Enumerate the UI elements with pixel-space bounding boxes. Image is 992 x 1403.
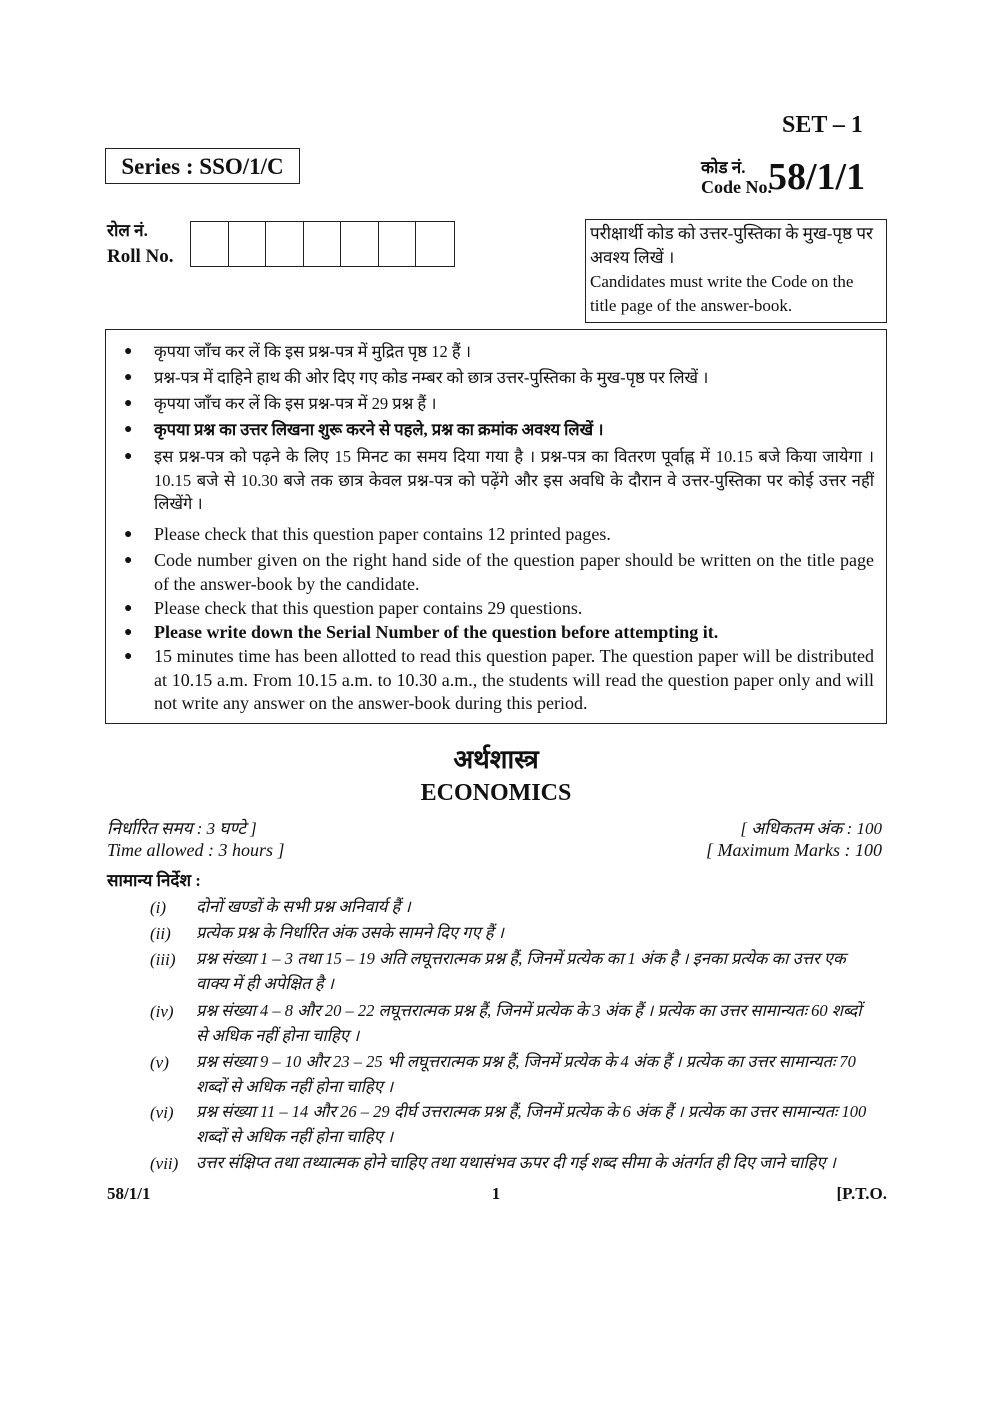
- roll-number-cell[interactable]: [341, 222, 379, 266]
- roll-label-hindi: रोल नं.: [107, 221, 148, 240]
- general-item-text: प्रश्न संख्या 11 – 14 और 26 – 29 दीर्घ उत्तरात्मक प्रश्न हैं, जिनमें प्रत्येक के 6 अंक हैं । प्रत्येक का उत्तर सामान्यतः 100 शब्दों से अधिक नहीं होना चाहिए ।: [196, 1102, 867, 1146]
- general-item-text: दोनों खण्डों के सभी प्रश्न अनिवार्य हैं ।: [196, 897, 411, 916]
- set-label: SET – 1: [782, 112, 863, 138]
- series-label: Series : SSO/1/C: [105, 148, 300, 184]
- general-item-text: प्रश्न संख्या 4 – 8 और 20 – 22 लघूत्तरात्मक प्रश्न हैं, जिनमें प्रत्येक के 3 अंक हैं । प्रत्येक का उत्तर सामान्यतः 60 शब्दों से अधिक नहीं होना चाहिए ।: [196, 1001, 862, 1045]
- roll-number-cell[interactable]: [191, 222, 229, 266]
- subject-title-english: ECONOMICS: [420, 780, 572, 806]
- general-item-number: (iv): [150, 1002, 174, 1021]
- roll-number-cell[interactable]: [304, 222, 342, 266]
- instruction-item: कृपया जाँच कर लें कि इस प्रश्न-पत्र में मुद्रित पृष्ठ 12 हैं ।: [154, 342, 471, 361]
- roll-label-english: Roll No.: [107, 246, 174, 267]
- footer-code: 58/1/1: [107, 1184, 151, 1203]
- general-item-number: (i): [150, 898, 167, 917]
- instruction-item: Please check that this question paper contains 29 questions.: [154, 598, 583, 618]
- instructions-box: [105, 329, 887, 724]
- code-label-english: Code No.: [701, 177, 772, 197]
- bullet-icon: ●: [124, 370, 133, 385]
- roll-number-cell[interactable]: [229, 222, 267, 266]
- time-allowed-english: Time allowed : 3 hours ]: [107, 840, 285, 860]
- subject-title-hindi: अर्थशास्त्र: [453, 745, 539, 774]
- code-note-box: [585, 219, 887, 323]
- bullet-icon: ●: [124, 344, 133, 359]
- general-instructions-heading: सामान्य निर्देश :: [107, 871, 201, 890]
- bullet-icon: ●: [124, 527, 133, 542]
- general-item-text: प्रश्न संख्या 1 – 3 तथा 15 – 19 अति लघूत्तरात्मक प्रश्न हैं, जिनमें प्रत्येक का 1 अंक है । इनका प्रत्येक का उत्तर एक वाक्य में ही अपेक्षित है ।: [196, 949, 846, 993]
- bullet-icon: ●: [124, 396, 133, 411]
- general-item-number: (ii): [150, 924, 171, 943]
- code-note-english: Candidates must write the Code on the title page of the answer-book.: [590, 272, 854, 315]
- code-number: 58/1/1: [768, 156, 866, 198]
- bullet-icon: ●: [124, 449, 133, 464]
- roll-number-boxes[interactable]: [190, 221, 455, 267]
- instruction-item: Please check that this question paper contains 12 printed pages.: [154, 524, 611, 544]
- instruction-item: प्रश्न-पत्र में दाहिने हाथ की ओर दिए गए कोड नम्बर को छात्र उत्तर-पुस्तिका के मुख-पृष्ठ पर लिखें ।: [154, 368, 709, 387]
- general-item-number: (vii): [150, 1154, 179, 1173]
- roll-number-cell[interactable]: [379, 222, 417, 266]
- bullet-icon: ●: [124, 422, 133, 437]
- general-item-text: प्रत्येक प्रश्न के निर्धारित अंक उसके सामने दिए गए हैं ।: [196, 923, 504, 942]
- instruction-item: कृपया जाँच कर लें कि इस प्रश्न-पत्र में 29 प्रश्न हैं ।: [154, 394, 437, 413]
- roll-number-cell[interactable]: [266, 222, 304, 266]
- roll-number-cell[interactable]: [416, 222, 454, 266]
- instruction-item: इस प्रश्न-पत्र को पढ़ने के लिए 15 मिनट का समय दिया गया है । प्रश्न-पत्र का वितरण पूर्वाह्न में 10.15 बजे किया जायेगा । 10.15 बजे से 10.30 बजे तक छात्र केवल प्रश्न-पत्र को पढ़ेंगे और इस अवधि के दौरान वे उत्तर-पुस्तिका पर कोई उत्तर नहीं लिखेंगे ।: [154, 447, 874, 513]
- general-item-text: उत्तर संक्षिप्त तथा तथ्यात्मक होने चाहिए तथा यथासंभव ऊपर दी गई शब्द सीमा के अंतर्गत ही दिए जाने चाहिए ।: [196, 1153, 836, 1172]
- max-marks-english: [ Maximum Marks : 100: [706, 840, 882, 860]
- time-allowed-hindi: निर्धारित समय : 3 घण्टे ]: [107, 819, 257, 838]
- bullet-icon: ●: [124, 601, 133, 616]
- general-item-text: प्रश्न संख्या 9 – 10 और 23 – 25 भी लघूत्तरात्मक प्रश्न हैं, जिनमें प्रत्येक के 4 अंक हैं । प्रत्येक का उत्तर सामान्यतः 70 शब्दों से अधिक नहीं होना चाहिए ।: [196, 1052, 856, 1096]
- code-note-hindi: परीक्षार्थी कोड को उत्तर-पुस्तिका के मुख-पृष्ठ पर अवश्य लिखें ।: [590, 224, 873, 267]
- bullet-icon: ●: [124, 649, 133, 664]
- page-number: 1: [491, 1184, 501, 1203]
- general-item-number: (iii): [150, 950, 176, 969]
- instruction-item: Code number given on the right hand side of the question paper should be written on the title page of the answer-book by the candidate.: [154, 550, 874, 594]
- pto-label: [P.T.O.: [836, 1184, 887, 1203]
- instruction-item: 15 minutes time has been allotted to read this question paper. The question paper will be distributed at 10.15 a.m. From 10.15 a.m. to 10.30 a.m., the students will read the question paper only and will not write any answer on the answer-book during this period.: [154, 646, 874, 713]
- general-item-number: (vi): [150, 1103, 174, 1122]
- bullet-icon: ●: [124, 625, 133, 640]
- instruction-item: कृपया प्रश्न का उत्तर लिखना शुरू करने से पहले, प्रश्न का क्रमांक अवश्य लिखें ।: [154, 420, 604, 439]
- instruction-item: Please write down the Serial Number of the question before attempting it.: [154, 622, 719, 642]
- general-item-number: (v): [150, 1053, 169, 1072]
- bullet-icon: ●: [124, 553, 133, 568]
- max-marks-hindi: [ अधिकतम अंक : 100: [740, 819, 882, 838]
- code-label-hindi: कोड नं.: [701, 158, 746, 177]
